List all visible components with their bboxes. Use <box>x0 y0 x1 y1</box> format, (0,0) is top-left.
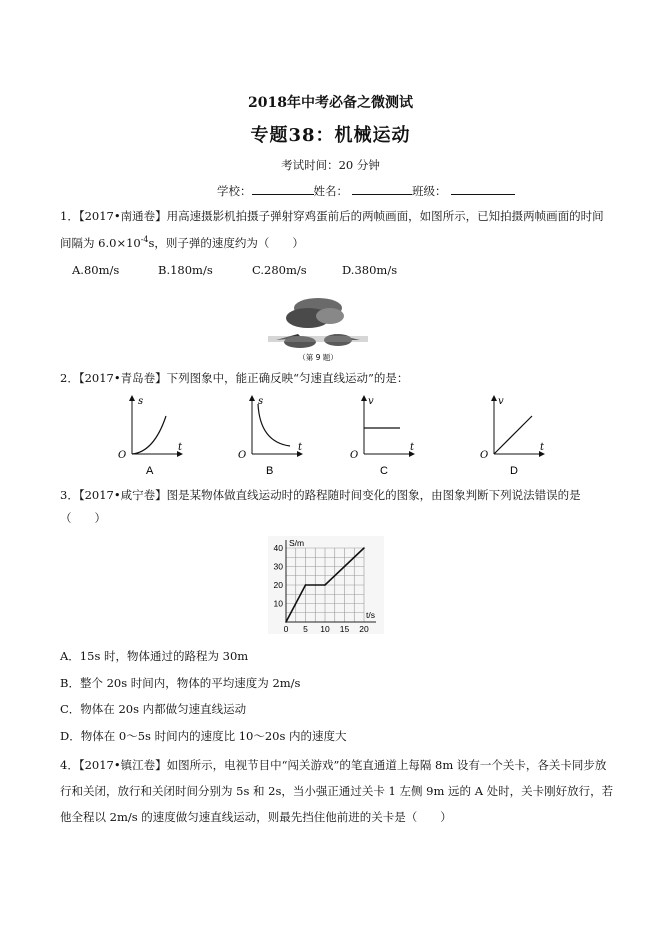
question-4 <box>60 752 616 830</box>
svg-text:s: s <box>138 396 144 407</box>
svg-text:t: t <box>298 442 303 453</box>
q4-line-1: 4．【2017•镇江卷】如图所示，电视节目中“闯关游戏”的笔直通道上每隔 8m 设有一个关卡，各关卡同步放 <box>60 758 607 772</box>
graph-a-label: A <box>146 465 154 477</box>
question-2: 2．【2017•青岛卷】下列图象中，能正确反映“匀速直线运动”的是： <box>60 371 409 385</box>
graph-c-label: C <box>380 465 388 477</box>
q3-option-a: A．15s 时，物体通过的路程为 30m <box>60 649 249 663</box>
svg-text:t: t <box>178 442 183 453</box>
graph-d-label: D <box>510 465 518 477</box>
q3-line-2: （ ） <box>60 511 106 525</box>
graph-d <box>480 396 545 477</box>
distance-time-chart <box>268 536 384 634</box>
graph-a <box>118 396 183 477</box>
q3-option-d: D．物体在 0～5s 时间内的速度比 10～20s 内的速度大 <box>60 729 347 743</box>
q1-option-d: D.380m/s <box>342 263 398 277</box>
svg-text:O: O <box>238 450 247 461</box>
y-tick-label: 10 <box>273 598 283 609</box>
q1-option-b: B.180m/s <box>158 263 213 277</box>
q1-option-c: C.280m/s <box>252 263 307 277</box>
x-tick-label: 10 <box>320 624 330 634</box>
svg-text:O: O <box>480 450 489 461</box>
svg-text:O: O <box>350 450 359 461</box>
series-point <box>285 621 287 623</box>
school-label: 学校： <box>217 184 252 198</box>
exam-time: 考试时间：20 分钟 <box>281 158 380 172</box>
y-tick-label: 30 <box>273 561 283 572</box>
x-tick-label: 20 <box>359 624 369 634</box>
q4-line-2: 行和关闭，放行和关闭时间分别为 5s 和 2s，当小强正通过关卡 1 左侧 9m 远的 A 处时，关卡刚好放行，若 <box>60 784 614 798</box>
y-tick-label: 20 <box>273 580 283 590</box>
class-label: 班级： <box>412 184 447 198</box>
x-tick-label: 5 <box>303 624 308 634</box>
y-tick-label: 40 <box>273 543 283 553</box>
series-point <box>363 547 365 549</box>
name-blank <box>352 183 412 195</box>
svg-text:v: v <box>368 396 374 407</box>
exponent: -4 <box>140 235 149 244</box>
egg-bullet-photo <box>268 290 368 366</box>
svg-text:s: s <box>258 396 264 407</box>
svg-text:O: O <box>118 450 127 461</box>
q4-line-3: 他全程以 2m/s 的速度做匀速直线运动，则最先挡住他前进的关卡是（ ） <box>60 810 452 824</box>
student-info-fields <box>217 183 515 199</box>
curve-b <box>258 404 290 446</box>
graph-b <box>238 396 303 477</box>
series-point <box>305 584 307 586</box>
x-axis-label: t/s <box>366 610 375 620</box>
question-1 <box>60 205 616 255</box>
q3-option-b: B．整个 20s 时间内，物体的平均速度为 2m/s <box>60 676 301 690</box>
q1-line-1: 1．【2017•南通卷】用高速摄影机拍摄子弹射穿鸡蛋前后的两帧画面，如图所示，已知拍摄两帧画面的时间 <box>60 209 604 223</box>
question-3 <box>60 484 616 530</box>
svg-text:t: t <box>540 442 545 453</box>
class-blank <box>451 183 515 195</box>
figure-caption: （第 9 题） <box>298 353 338 362</box>
q1-option-a: A.80m/s <box>72 263 120 277</box>
q3-option-c: C．物体在 20s 内都做匀速直线运动 <box>60 702 247 716</box>
svg-text:t: t <box>410 442 415 453</box>
paper-title: 2018年中考必备之微测试 <box>248 95 413 111</box>
q3-line-1: 3．【2017•咸宁卷】图是某物体做直线运动时的路程随时间变化的图象，由图象判断下列说法错误的是 <box>60 488 581 502</box>
name-label: 姓名： <box>313 184 348 198</box>
x-tick-label: 0 <box>283 624 289 634</box>
y-axis-label: S/m <box>289 538 305 548</box>
graph-b-label: B <box>266 465 274 477</box>
line-d <box>494 416 532 454</box>
series-point <box>324 584 326 586</box>
svg-text:v: v <box>498 396 504 407</box>
graph-c <box>350 396 415 477</box>
q1-line-2: 间隔为 $6.0\times 10^{-4}s$，则子弹的速度约为（ ） <box>60 235 304 250</box>
school-blank <box>252 183 314 195</box>
topic-title: 专题38：机械运动 <box>250 125 411 146</box>
q2-graphs <box>110 392 570 480</box>
curve-a <box>132 416 166 454</box>
x-tick-label: 15 <box>339 624 350 634</box>
